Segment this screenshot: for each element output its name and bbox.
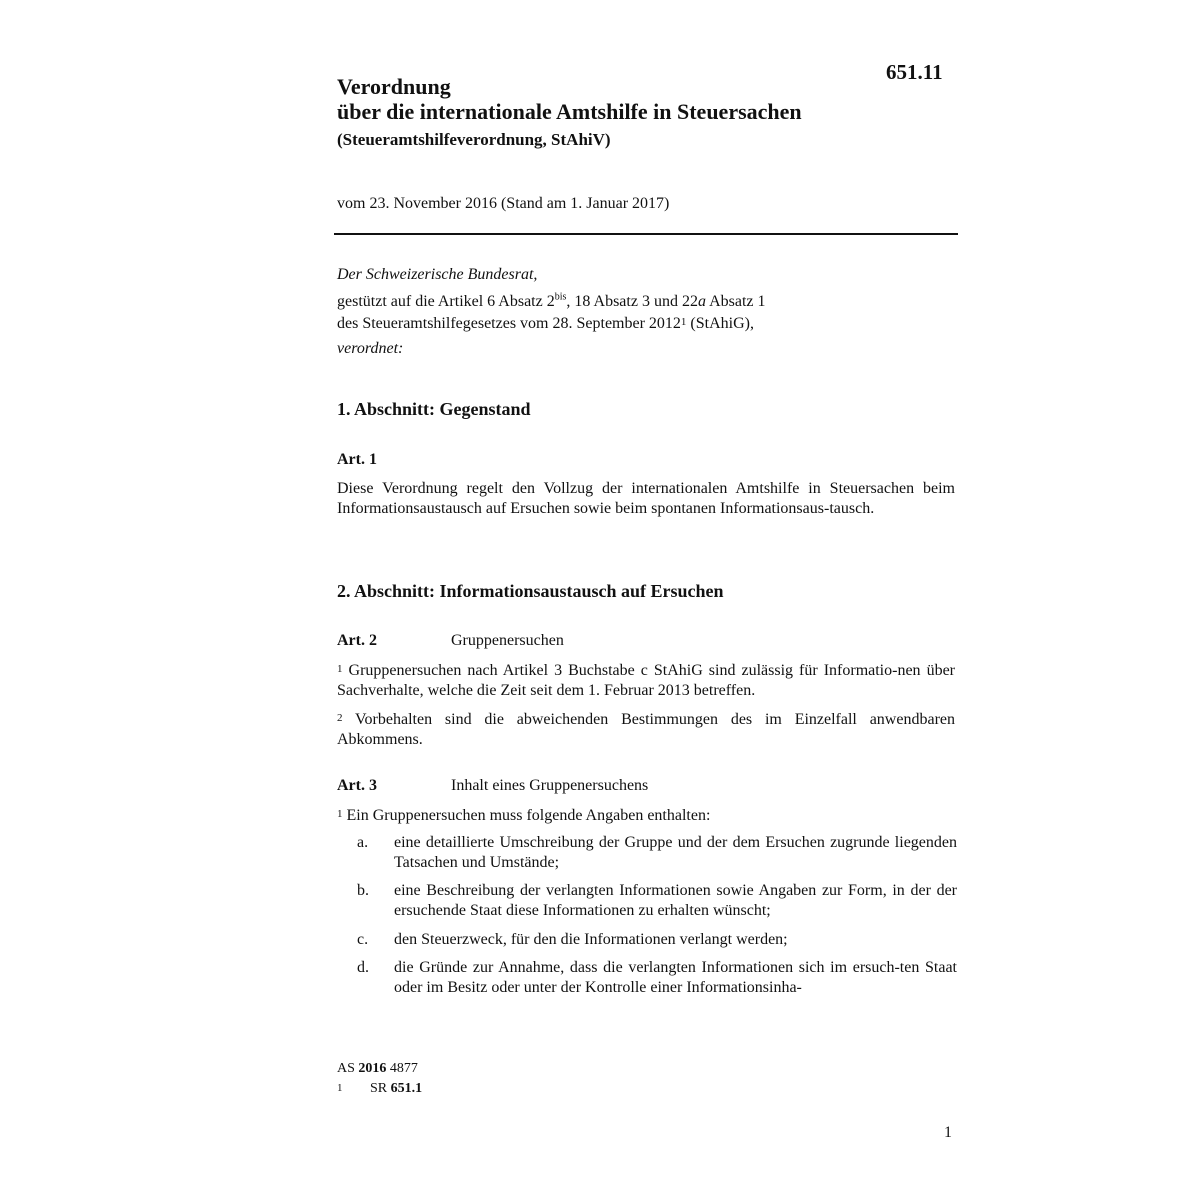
sr-number: 651.11 — [886, 60, 943, 84]
article-1-label: Art. 1 — [337, 451, 377, 468]
preamble-decree: verordnet: — [337, 340, 404, 357]
list-text: den Steuerzweck, für den die Informationen verlangt werden; — [394, 931, 788, 948]
article-3-header — [337, 776, 648, 796]
page-number: 1 — [944, 1124, 952, 1141]
document-title — [337, 74, 897, 150]
section-heading-2: 2. Abschnitt: Informationsaustausch auf Ersuchen — [337, 581, 724, 601]
paragraph-text: Ein Gruppenersuchen muss folgende Angaben enthalten: — [346, 807, 711, 824]
paragraph-number: 1 — [337, 663, 343, 675]
footnote-ref: 651.1 — [390, 1081, 423, 1096]
list-letter: a. — [357, 834, 369, 851]
paragraph-text: Vorbehalten sind die abweichenden Bestimmungen des im Einzelfall anwendbaren Abkommens. — [337, 711, 955, 748]
footnote-1 — [337, 1079, 422, 1098]
footnote-prefix: SR — [370, 1081, 391, 1096]
preamble-authority: Der Schweizerische Bundesrat, — [337, 266, 538, 283]
article-2-label: Art. 2 — [337, 632, 377, 649]
list-item — [357, 833, 957, 873]
preamble-basis-line-1 — [337, 292, 766, 312]
list-text: eine Beschreibung der verlangten Informationen sowie Angaben zur Form, in der der ersuchende Staat diese Informationen zu erhalten wünscht; — [394, 882, 957, 919]
article-3-intro — [337, 804, 955, 826]
title-line-2: über die internationale Amtshilfe in Steuersachen — [337, 99, 802, 124]
as-page: 4877 — [386, 1061, 418, 1076]
as-year: 2016 — [358, 1061, 387, 1076]
as-reference — [337, 1059, 418, 1078]
article-3-title: Inhalt eines Gruppenersuchens — [451, 777, 649, 794]
article-2-title: Gruppenersuchen — [451, 632, 564, 649]
list-item — [357, 930, 957, 950]
paragraph-number: 1 — [337, 808, 343, 820]
footnote-marker-1[interactable]: 1 — [680, 316, 687, 328]
as-prefix: AS — [337, 1061, 359, 1076]
preamble-basis-text-3: Absatz 1 — [705, 293, 766, 310]
preamble-basis-text-1: gestützt auf die Artikel 6 Absatz 2 — [337, 293, 555, 310]
list-letter: c. — [357, 931, 369, 948]
list-text: eine detaillierte Umschreibung der Gruppe und der dem Ersuchen zugrunde liegenden Tatsachen und Umstände; — [394, 834, 957, 871]
title-line-1: Verordnung — [337, 74, 451, 99]
list-item — [357, 881, 957, 921]
preamble-basis-line-2 — [337, 312, 754, 334]
list-item — [357, 958, 957, 998]
article-1-header — [337, 450, 451, 470]
header-divider — [334, 233, 958, 235]
paragraph-number: 2 — [337, 712, 343, 724]
date-line: vom 23. November 2016 (Stand am 1. Januar 2017) — [337, 195, 670, 212]
footnote-number: 1 — [337, 1082, 343, 1094]
list-letter: b. — [357, 882, 369, 899]
article-3-label: Art. 3 — [337, 777, 377, 794]
article-2-paragraph-1 — [337, 659, 955, 701]
article-1-text: Diese Verordnung regelt den Vollzug der internationalen Amtshilfe in Steuersachen beim Informationsaustausch auf Ersuchen sowie beim spontanen Informationsaus-tausch. — [337, 480, 955, 517]
section-heading-1: 1. Abschnitt: Gegenstand — [337, 399, 531, 419]
preamble-basis-text-5: (StAhiG), — [686, 315, 754, 332]
title-short-form: (Steueramtshilfeverordnung, StAhiV) — [337, 130, 611, 149]
preamble-basis-text-2: , 18 Absatz 3 und 22 — [566, 293, 698, 310]
article-2-paragraph-2 — [337, 708, 955, 750]
preamble-basis-italic: a — [697, 293, 706, 310]
list-text: die Gründe zur Annahme, dass die verlangten Informationen sich im ersuch-ten Staat oder im Besitz oder unter der Kontrolle einer Informationsinha- — [394, 959, 957, 996]
article-2-header — [337, 631, 564, 651]
preamble-basis-sup: bis — [554, 291, 567, 303]
preamble-basis-text-4: des Steueramtshilfegesetzes vom 28. September 2012 — [337, 315, 681, 332]
paragraph-text: Gruppenersuchen nach Artikel 3 Buchstabe c StAhiG sind zulässig für Informatio-nen über Sachverhalte, welche die Zeit seit dem 1. Februar 2013 betreffen. — [337, 662, 956, 699]
list-letter: d. — [357, 959, 369, 976]
